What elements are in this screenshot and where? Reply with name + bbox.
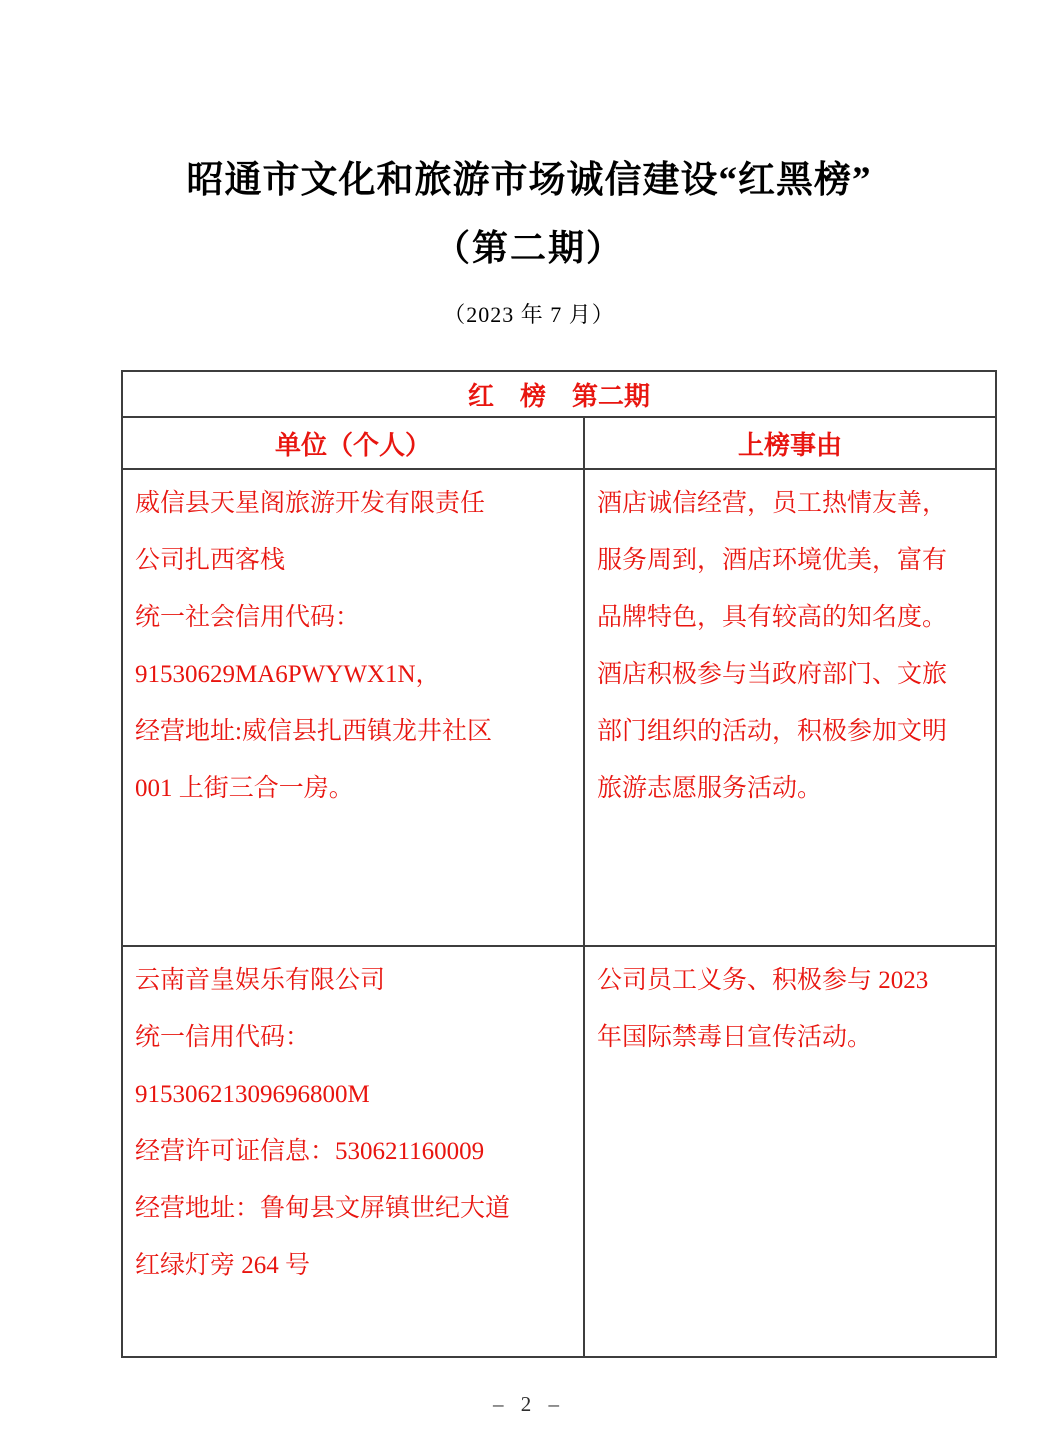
text-line: 品牌特色，具有较高的知名度。 (597, 604, 948, 631)
unit-cell (123, 947, 585, 1356)
unit-cell (123, 470, 585, 945)
title-block (0, 160, 1058, 329)
reason-cell (585, 470, 995, 945)
document-title: 昭通市文化和旅游市场诚信建设“红黑榜” (186, 160, 872, 201)
red-list-table (121, 370, 997, 1358)
text-line: 酒店积极参与当政府部门、文旅 (597, 661, 948, 688)
text-line: 威信县天星阁旅游开发有限责任 (135, 490, 486, 517)
text-line: 云南音皇娱乐有限公司 (135, 967, 386, 994)
table-row (123, 947, 995, 1356)
text-line: 旅游志愿服务活动。 (597, 775, 823, 802)
text-line: 经营地址：鲁甸县文屏镇世纪大道 (135, 1195, 511, 1222)
text-line: 年国际禁毒日宣传活动。 (597, 1024, 873, 1051)
text-line: 经营地址:威信县扎西镇龙井社区 (135, 718, 492, 745)
table-row (123, 470, 995, 947)
text-line: 酒店诚信经营，员工热情友善， (597, 490, 948, 517)
table-banner: 红 榜 第二期 (123, 372, 995, 418)
table-header-row (123, 418, 995, 470)
reason-cell (585, 947, 995, 1356)
page-number: – 2 – (493, 1392, 565, 1416)
text-line: 经营许可证信息：530621160009 (135, 1138, 485, 1165)
text-line: 部门组织的活动，积极参加文明 (597, 718, 948, 745)
text-line: 统一信用代码： (135, 1024, 311, 1051)
document-subtitle: （第二期） (433, 227, 624, 268)
text-line: 统一社会信用代码： (135, 604, 361, 631)
text-line: 91530621309696800M (135, 1081, 370, 1108)
document-date: （2023 年 7 月） (443, 301, 615, 327)
column-header-reason: 上榜事由 (737, 430, 842, 460)
text-line: 公司扎西客栈 (135, 547, 286, 574)
text-line: 服务周到，酒店环境优美，富有 (597, 547, 948, 574)
column-header-unit: 单位（个人） (123, 418, 585, 468)
text-line: 001 上街三合一房。 (135, 775, 354, 802)
text-line: 91530629MA6PWYWX1N， (135, 661, 441, 688)
text-line: 公司员工义务、积极参与 2023 (597, 967, 929, 994)
text-line: 红绿灯旁 264 号 (135, 1252, 311, 1279)
